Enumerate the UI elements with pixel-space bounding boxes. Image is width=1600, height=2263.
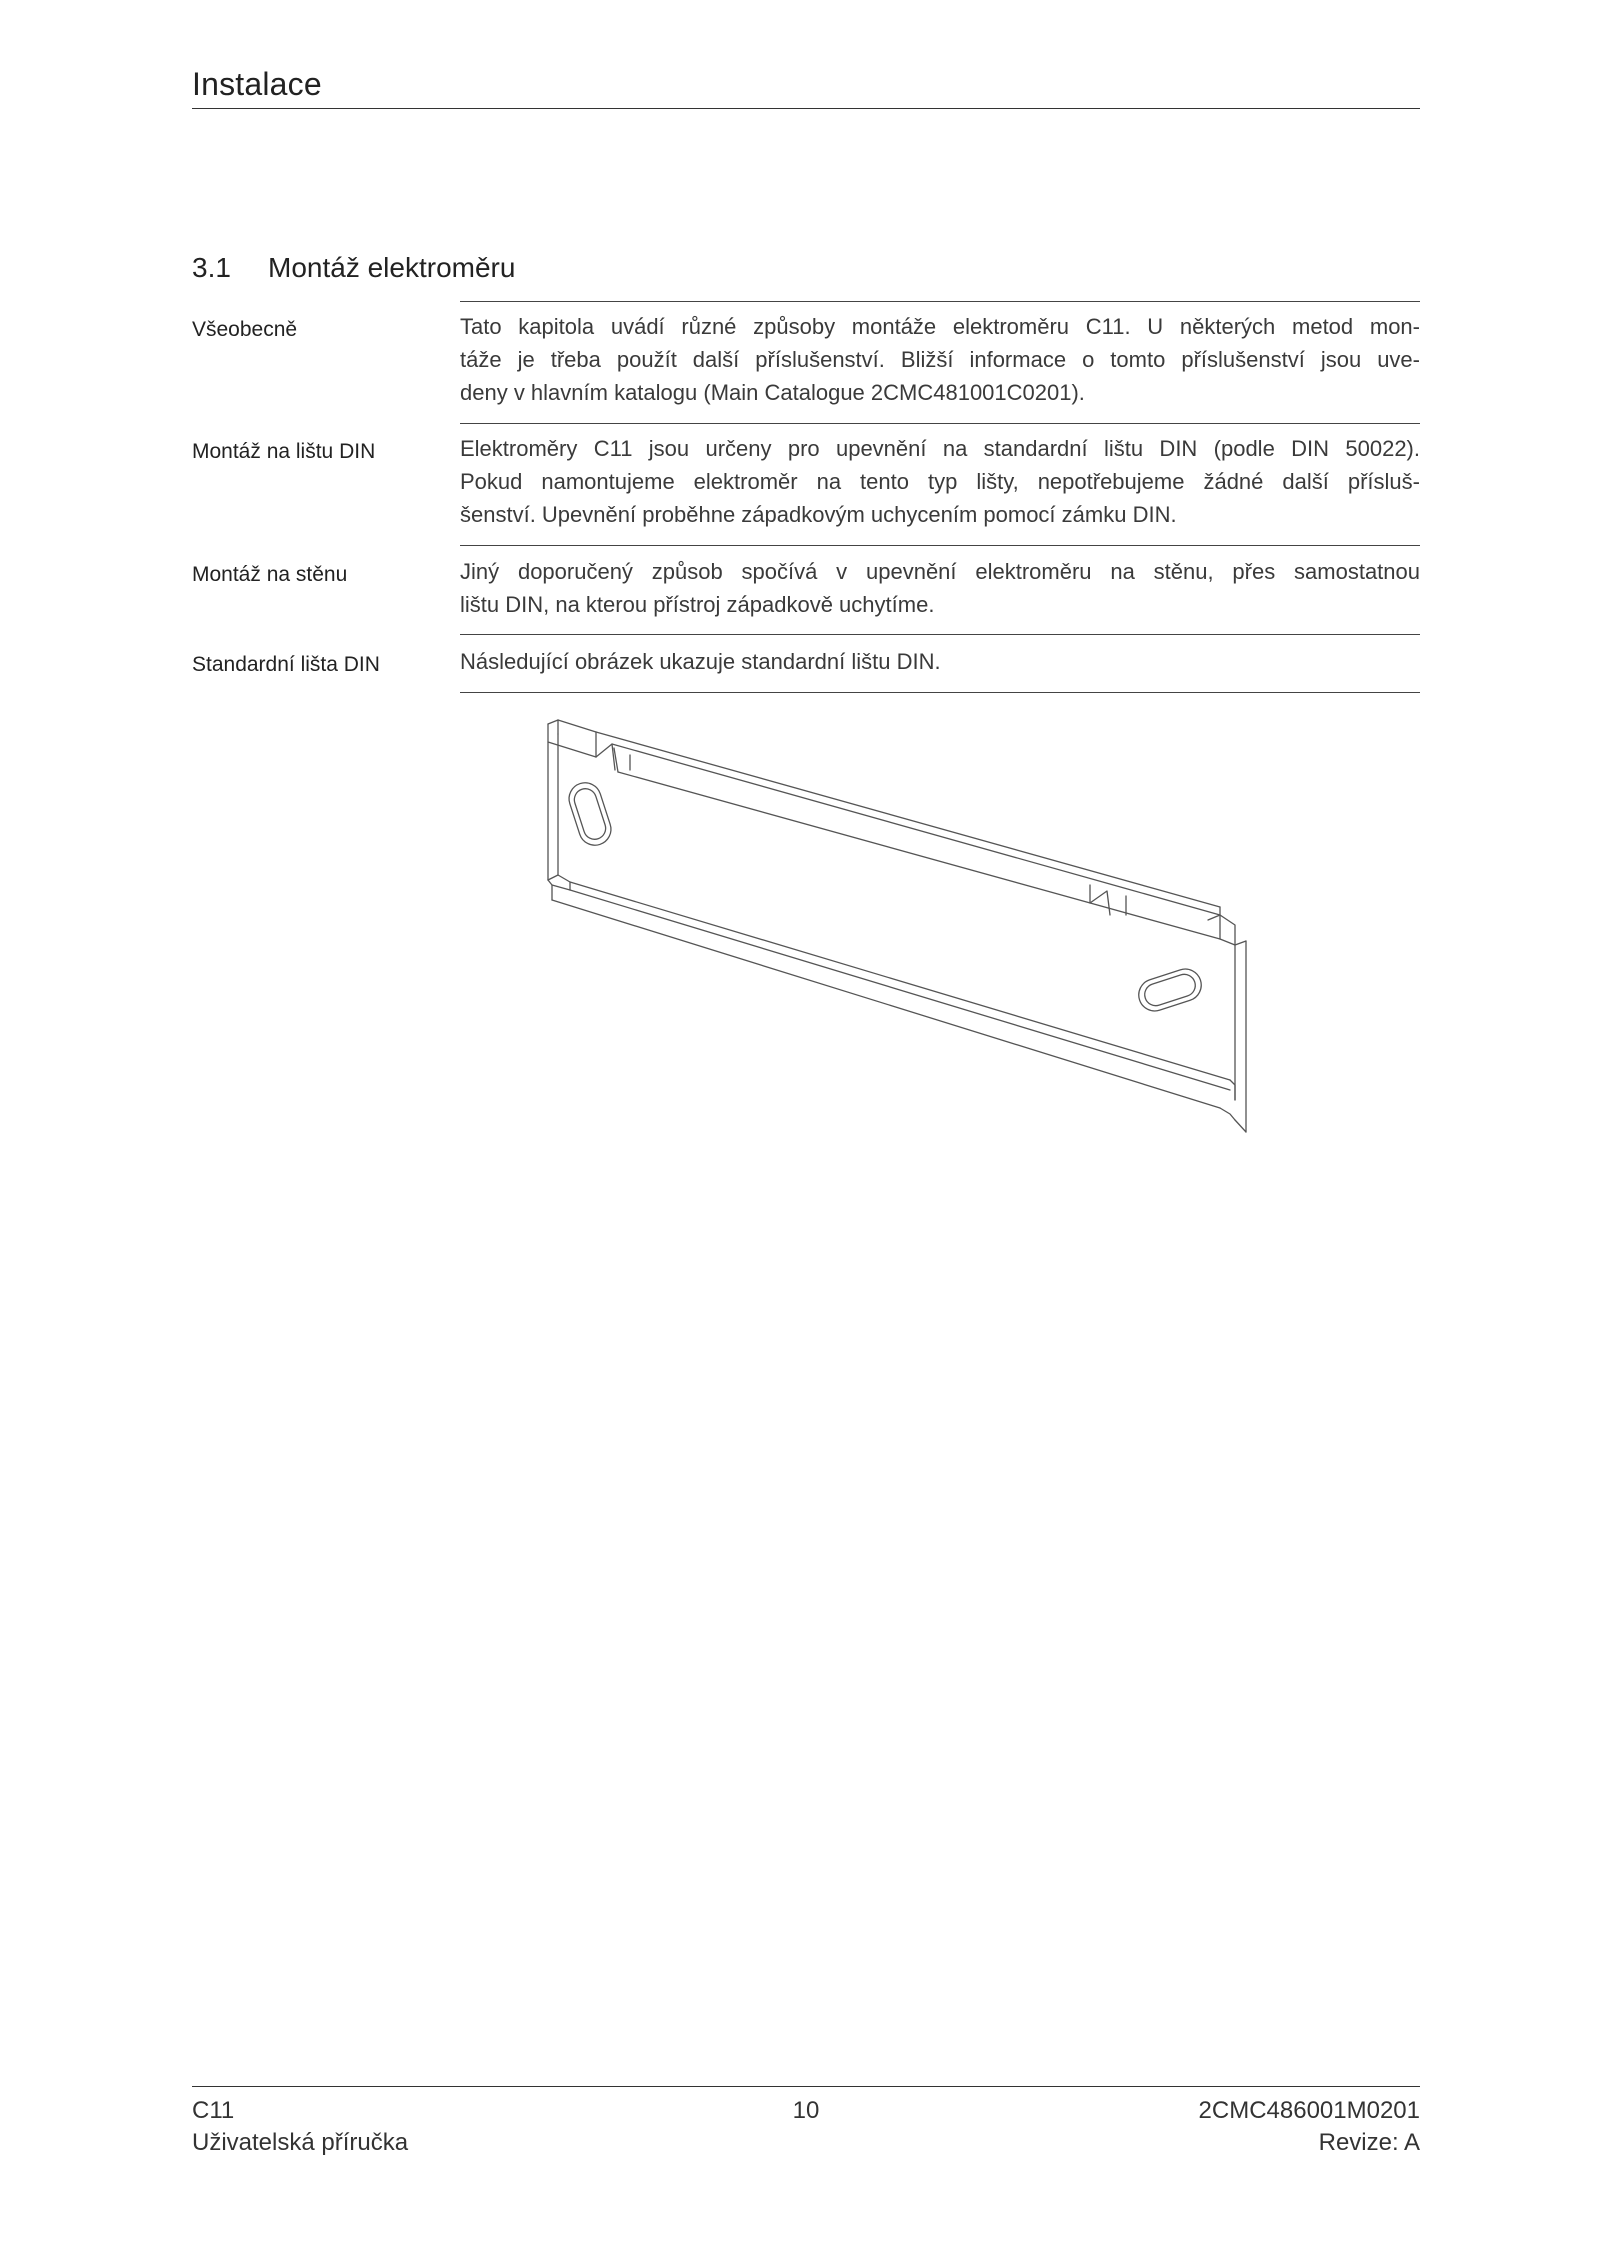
row-text-wall-mount [460,555,1420,621]
row-label-wall-mount: Montáž na stěnu [192,563,348,586]
row-label-general: Všeobecně [192,318,298,341]
text-line: Elektroměry C11 jsou určeny pro upevnění na standardní lištu DIN (podle DIN 50022). [460,436,1420,461]
divider [460,423,1420,424]
text-line: deny v hlavním katalogu (Main Catalogue 2CMC481001C0201). [460,380,1085,405]
page-footer [192,2086,1420,2167]
section-title: Montáž elektroměru [268,252,516,283]
section-heading [192,252,515,284]
text-line: Tato kapitola uvádí různé způsoby montáže elektroměru C11. U některých metod mon- [460,314,1420,339]
text-line: lištu DIN, na kterou přístroj západkově uchytíme. [460,592,935,617]
divider [460,692,1420,693]
chapter-title: Instalace [192,66,322,102]
footer-page-number: 10 [792,2097,820,2124]
text-line: Jiný doporučený způsob spočívá v upevnění elektroměru na stěnu, přes samostatnou [460,559,1420,584]
row-text-standard-din [460,645,1420,678]
row-text-general [460,310,1420,409]
footer-doc-code: 2CMC486001M0201 [1198,2097,1420,2124]
row-label-din-mount: Montáž na lištu DIN [192,440,376,463]
text-line: Následující obrázek ukazuje standardní lištu DIN. [460,649,941,674]
text-line: Pokud namontujeme elektroměr na tento typ lišty, nepotřebujeme žádné další přísluš- [460,469,1420,494]
section-number: 3.1 [192,252,231,283]
divider [460,301,1420,302]
din-rail-illustration [530,710,1250,1140]
page-header [192,64,1420,109]
footer-manual: Uživatelská příručka [192,2129,409,2156]
row-label-standard-din: Standardní lišta DIN [192,653,380,676]
text-line: táže je třeba použít další příslušenství. Bližší informace o tomto příslušenství jsou uve- [460,347,1420,372]
row-text-din-mount [460,432,1420,531]
divider [460,634,1420,635]
footer-revision: Revize: A [1318,2129,1420,2156]
text-line: šenství. Upevnění proběhne západkovým uchycením pomocí zámku DIN. [460,502,1177,527]
divider [460,545,1420,546]
footer-product: C11 [192,2097,235,2124]
